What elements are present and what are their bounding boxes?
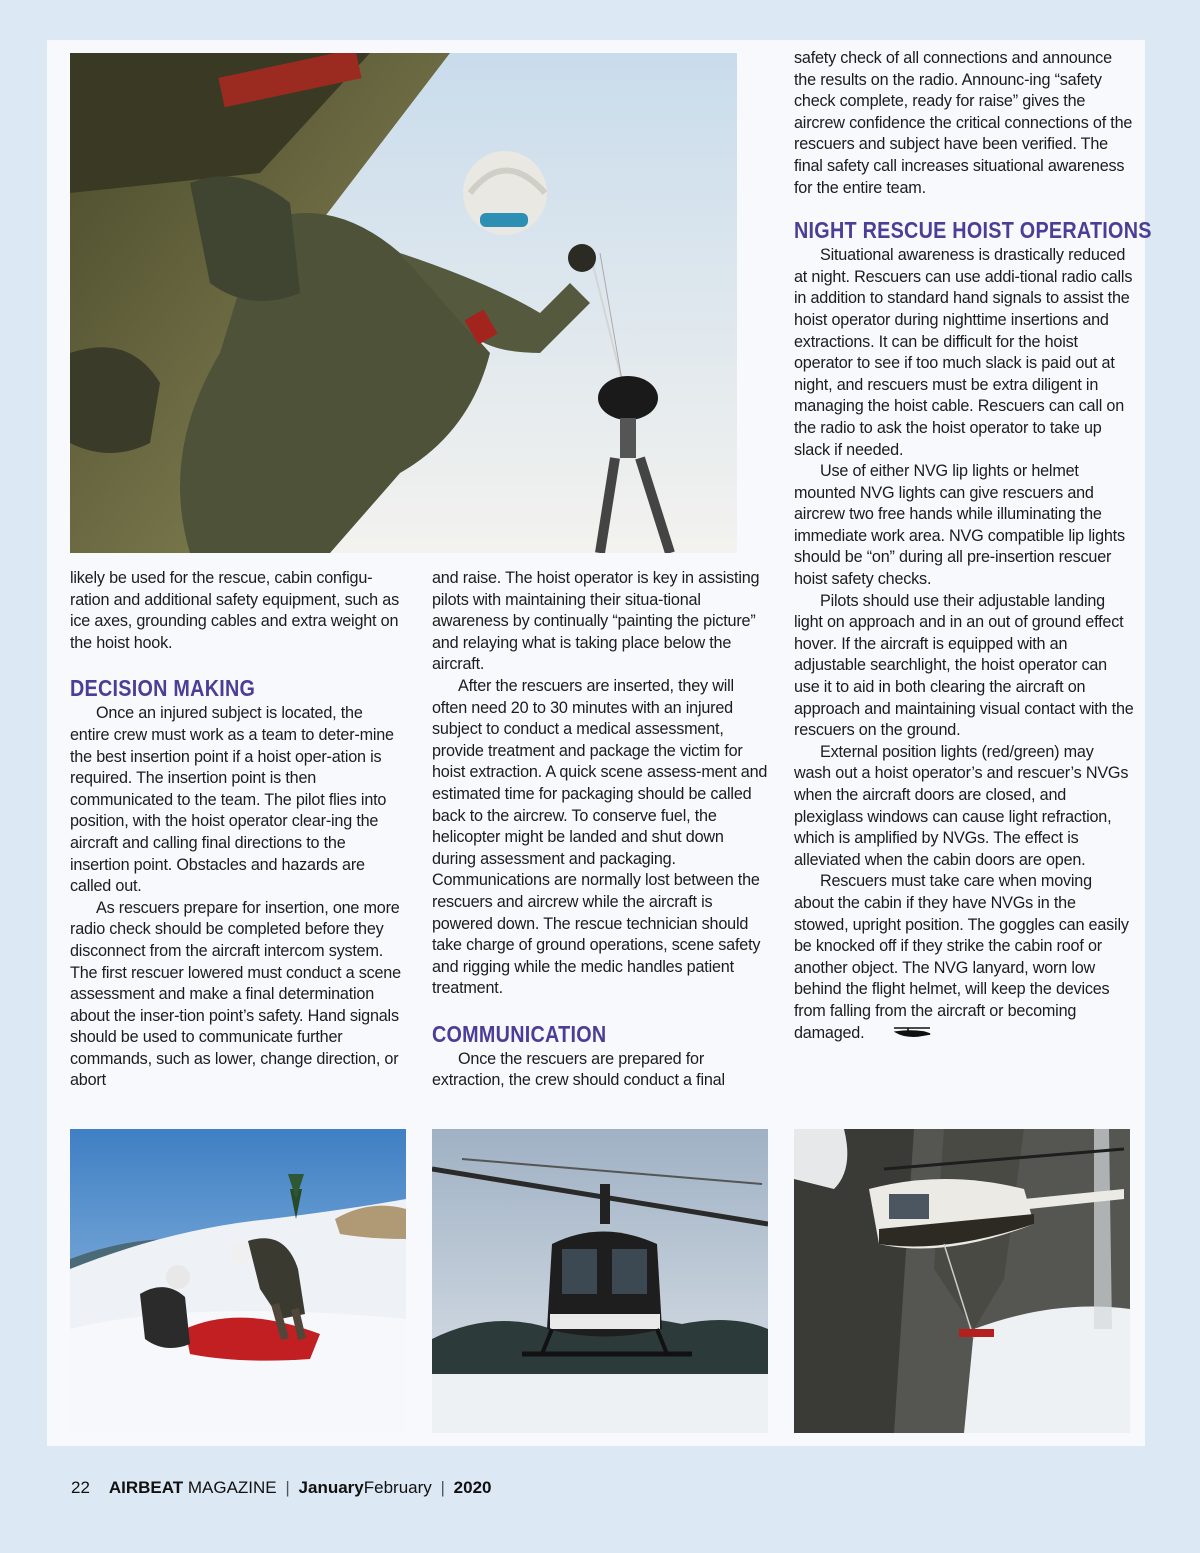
paragraph-final — [794, 871, 1134, 1044]
paragraph: safety check of all connections and announce the results on the radio. Announc-ing “safety check complete, ready for raise” gives the aircrew confidence the critical connections of the rescuers and subject have been verified. The final safety call increases situational awareness for the entire team. — [794, 49, 1133, 197]
magazine-name: AIRBEAT — [108, 1478, 184, 1497]
text-column-3 — [794, 48, 1152, 1044]
section-heading-night-rescue: NIGHT RESCUE HOIST OPERATIONS — [794, 217, 1152, 244]
page-number: 22 — [71, 1478, 90, 1497]
paragraph: Situational awareness is drastically reduced at night. Rescuers can use addi-tional radio calls in addition to standard hand signals to assist the hoist operator during nighttime insertions and extractions. It can be difficult for the hoist operator to see if too much slack is paid out at night, and rescuers must be extra diligent in managing the hoist cable. Rescuers can call on the radio to ask the hoist operator to take up slack if needed. — [794, 246, 1133, 459]
issue-month-rest: February — [363, 1478, 432, 1497]
issue-year: 2020 — [453, 1478, 492, 1497]
issue-month-bold: January — [298, 1478, 364, 1497]
photo-rescuers-in-snow — [70, 1129, 406, 1433]
paragraph: Pilots should use their adjustable landing light on approach and in an out of ground effect hover. If the aircraft is equipped with an adjustable searchlight, the hoist operator can use it to aid in both clearing the aircraft on approach and maintaining visual contact with the rescuers on the ground. — [794, 591, 1134, 740]
page-footer — [71, 1478, 492, 1498]
article-panel — [47, 40, 1152, 1446]
helicopter-silhouette-icon — [868, 1023, 932, 1045]
text-column-1 — [70, 568, 406, 1092]
section-heading-communication: COMMUNICATION — [432, 1020, 607, 1047]
photo-helicopter-over-cliff — [794, 1129, 1130, 1433]
paragraph: and raise. The hoist operator is key in assisting pilots with maintaining their situa-tional awareness by continually “painting the picture” and relaying what is taking place below the aircraft. — [432, 569, 760, 674]
text-column-2 — [432, 568, 768, 1092]
hero-photo-hoist-operator — [70, 53, 737, 553]
photo-helicopter-landed-snow — [432, 1129, 768, 1433]
footer-separator: | — [285, 1478, 290, 1497]
magazine-word: MAGAZINE — [187, 1478, 277, 1497]
paragraph: Once the rescuers are prepared for extraction, the crew should conduct a final — [432, 1049, 725, 1090]
paragraph: External position lights (red/green) may wash out a hoist operator’s and rescuer’s NVGs when the aircraft doors are closed, and plexiglass windows can cause light refraction, which is amplified by NVGs. The effect is alleviated when the cabin doors are open. — [794, 742, 1129, 869]
paragraph: Once an injured subject is located, the entire crew must work as a team to deter-mine the best insertion point if a hoist oper-ation is required. The insertion point is then communicated to the team. The pilot flies into position, with the hoist operator clear-ing the aircraft and calling final directions to the insertion point. Obstacles and hazards are called out. — [70, 704, 394, 896]
paragraph: After the rescuers are inserted, they will often need 20 to 30 minutes with an injured subject to conduct a medical assessment, provide treatment and package the victim for hoist extraction. A quick scene assess-ment and estimated time for packaging should be called back to the aircrew. To conserve fuel, the helicopter might be landed and shut down during assessment and packaging. Communications are normally lost between the rescuers and aircrew while the aircraft is powered down. The rescue technician should take charge of ground operations, scene safety and rigging while the medic handles patient treatment. — [432, 676, 768, 998]
paragraph: Use of either NVG lip lights or helmet mounted NVG lights can give rescuers and aircrew two free hands while illuminating the immediate work area. NVG compatible lip lights should be “on” during all pre-insertion rescuer hoist safety checks. — [794, 462, 1125, 589]
paragraph-final-text: Rescuers must take care when moving about the cabin if they have NVGs in the stowed, upright position. The goggles can easily be knocked off if they strike the cabin roof or another object. The NVG lanyard, worn low behind the flight helmet, will keep the devices from falling from the aircraft or becoming damaged. — [794, 872, 1129, 1042]
paragraph: likely be used for the rescue, cabin configu-ration and additional safety equipment, such as ice axes, grounding cables and extra weight on the hoist hook. — [70, 569, 399, 652]
section-heading-decision-making: DECISION MAKING — [70, 675, 256, 702]
paragraph: As rescuers prepare for insertion, one more radio check should be completed before they disconnect from the aircraft intercom system. The first rescuer lowered must conduct a scene assessment and make a final determination about the inser-tion point’s safety. Hand signals should be used to communicate further commands, such as lower, change direction, or abort — [70, 898, 401, 1090]
footer-separator-2: | — [440, 1478, 445, 1497]
